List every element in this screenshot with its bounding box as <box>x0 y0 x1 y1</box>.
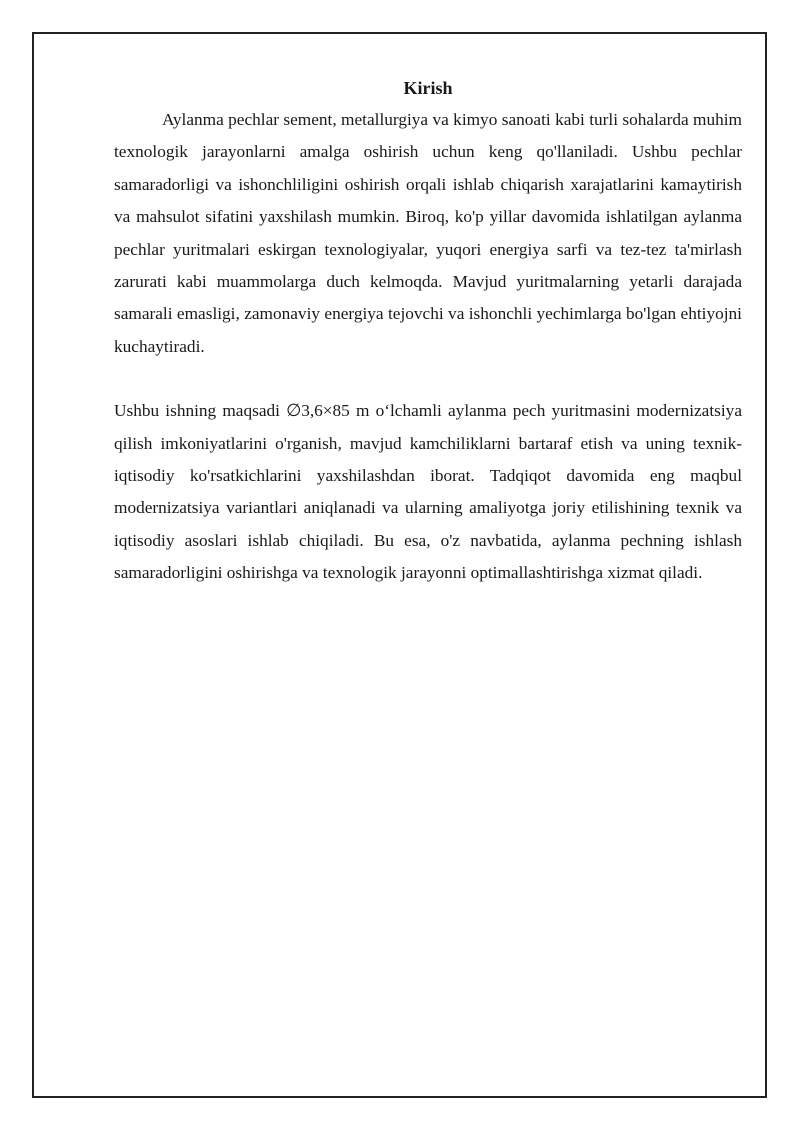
goal-paragraph: Ushbu ishning maqsadi ∅3,6×85 m o‘lchamli aylanma pech yuritmasini modernizatsiya qilish imkoniyatlarini o'rganish, mavjud kamchiliklarni bartaraf etish va uning texnik-iqtisodiy ko'rsatkichlarini yaxshilashdan iborat. Tadqiqot davomida eng maqbul modernizatsiya variantlari aniqlanadi va ularning amaliyotga joriy etilishining texnik va iqtisodiy asoslari ishlab chiqiladi. Bu esa, o'z navbatida, aylanma pechning ishlash samaradorligini oshirishga va texnologik jarayonni optimallashtirishga xizmat qiladi. <box>114 401 742 583</box>
document-body <box>114 72 742 590</box>
paragraph-spacer <box>114 363 742 395</box>
intro-paragraph: Aylanma pechlar sement, metallurgiya va kimyo sanoati kabi turli sohalarda muhim texnologik jarayonlarni amalga oshirish uchun keng qo'llaniladi. Ushbu pechlar samaradorligi va ishonchliligini oshirish orqali ishlab chiqarish xarajatlarini kamaytirish va mahsulot sifatini yaxshilash mumkin. Biroq, ko'p yillar davomida ishlatilgan aylanma pechlar yuritmalari eskirgan texnologiyalar, yuqori energiya sarfi va tez-tez ta'mirlash zarurati kabi muammolarga duch kelmoqda. Mavjud yuritmalarning yetarli darajada samarali emasligi, zamonaviy energiya tejovchi va ishonchli yechimlarga bo'lgan ehtiyojni kuchaytiradi. <box>114 110 742 356</box>
section-title: Kirish <box>403 78 453 98</box>
